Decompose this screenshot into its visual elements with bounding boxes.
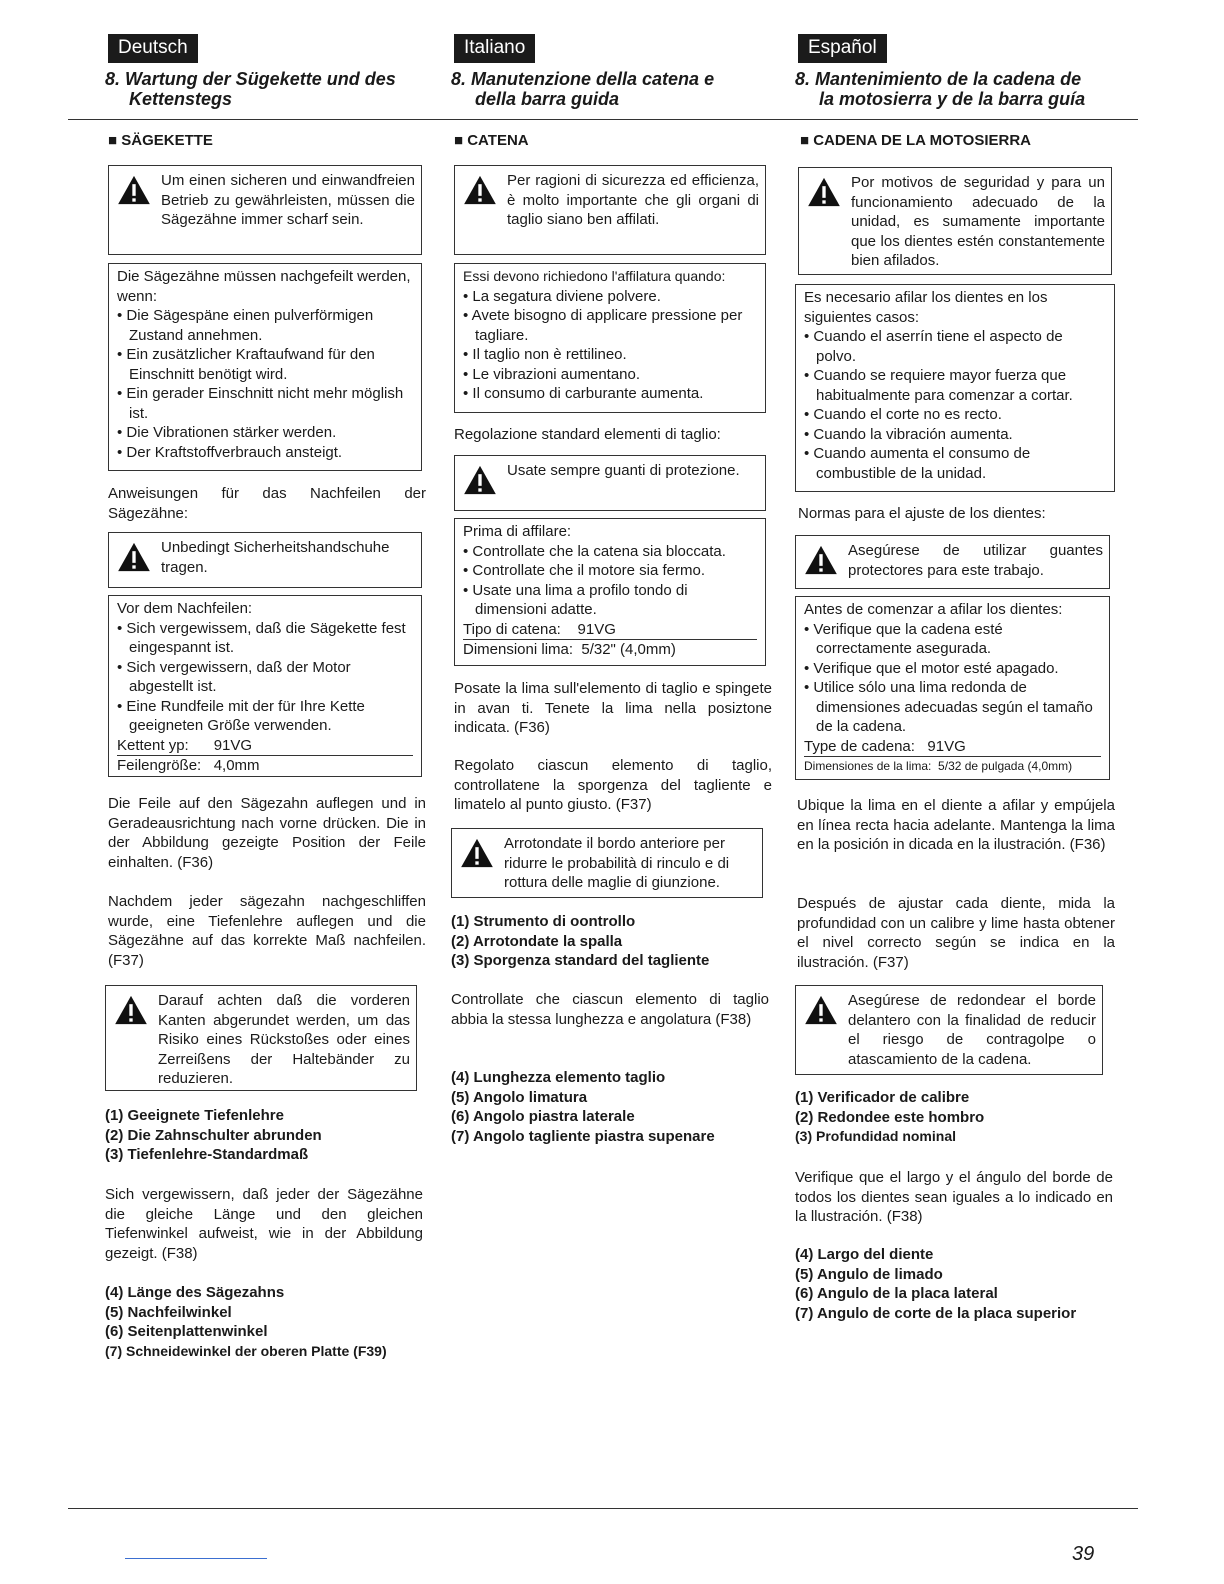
list-item: • Avete bisogno di applicare pressione per tagliare. [463,307,743,344]
warning-triangle-icon [114,991,158,1085]
list-item: • Cuando aumenta el consumo de combustible de la unidad. [804,445,1031,482]
spec-file-size: Dimensioni lima: 5/32" (4,0mm) [463,641,676,658]
subsection-heading-spanish: ■ CADENA DE LA MOTOSIERRA [800,132,1032,149]
paragraph-norms-spanish: Normas para el ajuste de los dientes: [798,505,1046,522]
list-item: • Cuando el corte no es recto. [804,406,1002,423]
spec-file-size: Feilengröße: 4,0mm [117,757,260,774]
paragraph-f36-spanish: Ubique la lima en el diente a afilar y empújela en línea recta hacia adelante. Mantenga la lima en la posición in dicada en la ilustración. (F36) [797,797,1115,853]
paragraph-f36-italian: Posate la lima sull'elemento di taglio e spingete in avan ti. Tenete la lima nella posiztone indicata. (F36) [454,680,772,736]
list-item: • Controllate che la catena sia bloccata. [463,542,726,560]
paragraph-f36-german: Die Feile auf den Sägezahn auflegen und in Geradeausrichtung nach vorne drücken. Die in der Abbildung gezeigte Position der Feile einhalten. (F36) [108,795,426,871]
paragraph-f38-italian: Controllate che ciascun elemento di taglio abbia la stessa lunghezza e angolatura (F38) [451,991,769,1028]
list-box-sharpen-when-german: Die Sägezähne müssen nachgefeilt werden, wenn: • Die Sägespäne einen pulverförmigen Zustand annehmen. • Ein zusätzlicher Kraftaufwand für den Einschnitt benötigt wird. • Ein gerader Einschnitt nicht mehr möglish ist. • Die Vibrationen stärker werden. • Der Kraftstoffverbrauch ansteigt. [108,263,422,471]
warning-triangle-icon [463,171,507,249]
list-item: • Sich vergewissern, daß der Motor abgestellt ist. [117,658,351,695]
warning-triangle-icon [460,834,504,892]
section-title-italian: 8. Manutenzione della catena e della barra guida [451,69,715,109]
list-box-sharpen-when-spanish: Es necesario afilar los dientes en los siguientes casos: • Cuando el aserrín tiene el aspecto de polvo. • Cuando se requiere mayor fuerza que habitualmente para comenzar a cortar. • Cuando el corte no es recto. • Cuando la vibración aumenta. • Cuando aumenta el consumo de combustible de la unidad. [795,284,1115,492]
column-spanish [795,34,1115,109]
labels-list-4-7-german: (4) Länge des Sägezahns (5) Nachfeilwinkel (6) Seitenplattenwinkel (7) Schneidewinkel der oberen Platte (F39) [105,1284,387,1359]
list-item: • Il consumo di carburante aumenta. [463,385,704,402]
language-label-spanish: Español [798,34,887,63]
labels-list-1-3-german: (1) Geeignete Tiefenlehre (2) Die Zahnschulter abrunden (3) Tiefenlehre-Standardmaß [105,1107,322,1163]
list-item: • Die Sägespäne einen pulverförmigen Zustand annehmen. [117,307,374,344]
labels-list-4-7-spanish: (4) Largo del diente (5) Angulo de limado (6) Angulo de la placa lateral (7) Angulo de corte de la placa superior [795,1246,1077,1322]
paragraph-instructions-german: Anweisungen für das Nachfeilen der Sägezähne: [108,485,426,522]
list-box-before-filing-german: Vor dem Nachfeilen: • Sich vergewissem, daß die Sägekette fest eingespannt ist. • Sich vergewissern, daß der Motor abgestellt ist. • Eine Rundfeile mit der für Ihre Kette geeigneten Größe verwenden. Kettent yp: 91VG Feilengröße: 4,0mm [108,595,422,777]
subsection-heading-italian: ■ CATENA [454,132,529,149]
list-item: • Cuando el aserrín tiene el aspecto de polvo. [804,328,1063,365]
labels-list-1-3-italian: (1) Strumento di oontrollo (2) Arrotondate la spalla (3) Sporgenza standard del tagliente [451,913,710,969]
paragraph-standard-setting-italian: Regolazione standard elementi di taglio: [454,426,721,443]
section-title-german: 8. Wartung der Sügekette und des Kettenstegs [105,69,396,109]
warning-triangle-icon [117,171,161,249]
footer-link-underline [125,1558,267,1559]
paragraph-f37-spanish: Después de ajustar cada diente, mida la profundidad con un calibre y lime hasta obtener el nivel correcto según se indica en la ilustración. (F37) [797,895,1115,971]
list-item: • Le vibrazioni aumentano. [463,365,641,383]
list-item: • Der Kraftstoffverbrauch ansteigt. [117,443,343,461]
list-item: • Ein zusätzlicher Kraftaufwand für den Einschnitt benötigt wird. [117,346,375,383]
column-italian [451,34,771,109]
warning-triangle-icon [117,538,161,582]
language-label-german: Deutsch [108,34,198,63]
spec-chain-type: Kettent yp: 91VG [117,736,413,757]
page-number: 39 [1072,1543,1095,1565]
warning-box-gloves-german: Unbedingt Sicherheitshandschuhe tragen. [108,532,422,588]
warning-box-gloves-spanish: Asegúrese de utilizar guantes protectores para este trabajo. [795,535,1110,589]
list-item: • Ein gerader Einschnitt nicht mehr möglish ist. [117,385,404,422]
list-item: • Cuando se requiere mayor fuerza que habitualmente para comenzar a cortar. [804,367,1073,404]
list-box-before-filing-italian: Prima di affilare: • Controllate che la catena sia bloccata. • Controllate che il motore sia fermo. • Usate una lima a profilo tondo di dimensioni adatte. Tipo di catena: 91VG Dimensioni lima: 5/32" (4,0mm) [454,518,766,666]
list-item: • Usate una lima a profilo tondo di dimensioni adatte. [463,581,688,618]
header-divider [68,119,1138,120]
list-box-sharpen-when-italian: Essi devono richiedono l'affilatura quando: • La segatura diviene polvere. • Avete bisogno di applicare pressione per tagliare. • Il taglio non è rettilineo. • Le vibrazioni aumentano. • Il consumo di carburante aumenta. [454,263,766,413]
list-item: • Il taglio non è rettilineo. [463,346,627,363]
list-item: • La segatura diviene polvere. [463,287,661,305]
spec-chain-type: Type de cadena: 91VG [804,737,1101,758]
list-item: • Eine Rundfeile mit der für Ihre Kette geeigneten Größe verwenden. [117,697,365,734]
warning-box-rounding-spanish: Asegúrese de redondear el borde delantero con la finalidad de reducir el riesgo de contragolpe o atascamiento de la cadena. [795,985,1103,1075]
subsection-heading-german: ■ SÄGEKETTE [108,132,213,149]
paragraph-f37-italian: Regolato ciascun elemento di taglio, controllatene la sporgenza del tagliente e limatelo al punto giusto. (F37) [454,757,772,813]
list-item: • Controllate che il motore sia fermo. [463,562,706,579]
warning-triangle-icon [804,541,848,583]
list-item: • Verifique que el motor esté apagado. [804,659,1059,677]
warning-triangle-icon [804,991,848,1069]
section-title-spanish: 8. Mantenimiento de la cadena de la motosierra y de la barra guía [795,69,1086,109]
language-label-italian: Italiano [454,34,535,63]
footer-divider [68,1508,1138,1509]
paragraph-f37-german: Nachdem jeder sägezahn nachgeschliffen wurde, eine Tiefenlehre auflegen und die Sägezähne auf das korrekte Maß nachfeilen. (F37) [108,893,426,969]
list-item: • Sich vergewissem, daß die Sägekette fest eingespannt ist. [117,619,406,656]
list-item: • Verifique que la cadena esté correctamente asegurada. [804,620,1003,657]
paragraph-f38-spanish: Verifique que el largo y el ángulo del borde de todos los dientes sean iguales a lo indicado en la llustración. (F38) [795,1169,1113,1225]
list-item: • Die Vibrationen stärker werden. [117,424,337,441]
spec-chain-type: Tipo di catena: 91VG [463,620,757,641]
warning-box-sharp-spanish: Por motivos de seguridad y para un funcionamiento adecuado de la unidad, es sumamente importante que los dientes estén constantemente bien afilados. [798,167,1112,275]
spec-file-size: Dimensiones de la lima: 5/32 de pulgada (4,0mm) [804,759,1073,773]
warning-box-rounding-german: Darauf achten daß die vorderen Kanten abgerundet werden, um das Risiko eines Rückstoßes oder eines Zerreißens der Haltebänder zu reduzieren. [105,985,417,1091]
warning-triangle-icon [463,461,507,505]
warning-triangle-icon [807,173,851,269]
labels-list-4-7-italian: (4) Lunghezza elemento taglio (5) Angolo limatura (6) Angolo piastra laterale (7) Angolo tagliente piastra supenare [451,1069,715,1145]
warning-box-sharp-german: Um einen sicheren und einwandfreien Betrieb zu gewährleisten, müssen die Sägezähne immer scharf sein. [108,165,422,255]
warning-box-gloves-italian: Usate sempre guanti di protezione. [454,455,766,511]
column-german [105,34,425,109]
list-item: • Utilice sólo una lima redonda de dimensiones adecuadas según el tamaño de la cadena. [804,679,1093,735]
list-item: • Cuando la vibración aumenta. [804,425,1013,443]
labels-list-1-3-spanish: (1) Verificador de calibre (2) Redondee este hombro (3) Profundidad nominal [795,1089,985,1144]
warning-box-rounding-italian: Arrotondate il bordo anteriore per ridurre le probabilità di rinculo e di rottura delle maglie di giunzione. [451,828,763,898]
warning-box-sharp-italian: Per ragioni di sicurezza ed efficienza, è molto importante che gli organi di taglio siano ben affilati. [454,165,766,255]
list-box-before-filing-spanish: Antes de comenzar a afilar los dientes: • Verifique que la cadena esté correctamente asegurada. • Verifique que el motor esté apagado. • Utilice sólo una lima redonda de dimensiones adecuadas según el tamaño de la cadena. Type de cadena: 91VG Dimensiones de la lima: 5/32 de pulgada (4,0mm) [795,596,1110,780]
paragraph-f38-german: Sich vergewissern, daß jeder der Sägezähne die gleiche Länge und den gleichen Tiefenwinkel aufweist, wie in der Abbildung gezeigt. (F38) [105,1186,423,1262]
